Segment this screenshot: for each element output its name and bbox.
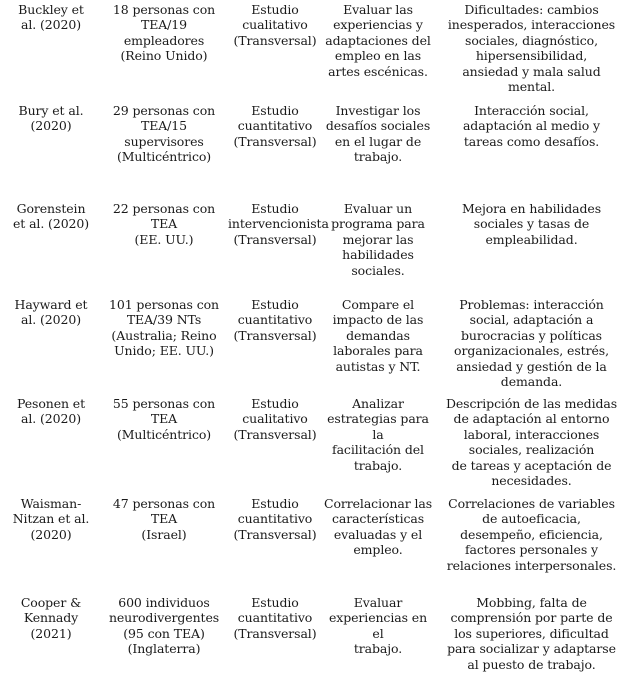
sample-cell: 29 personas con TEA/15 supervisores (Multicéntrico) [112,103,216,165]
sample-cell: 22 personas con TEA (EE. UU.) [112,201,216,247]
design-cell: Estudio cuantitativo (Transversal) [233,103,317,149]
objective-cell: Evaluar experiencias en el trabajo. [328,595,428,657]
sample-cell: 101 personas con TEA/39 NTs (Australia; Reino Unido; EE. UU.) [108,297,219,359]
design-cell: Estudio intervencionista (Transversal) [228,201,329,247]
results-cell: Descripción de las medidas de adaptación al entorno laboral, interacciones sociales, realización de tareas y aceptación de necesidades. [445,396,618,489]
design-cell: Estudio cuantitativo (Transversal) [233,297,317,343]
results-cell: Dificultades: cambios inesperados, interacciones sociales, diagnóstico, hipersensibilidad, ansiedad y mala salud mental. [447,2,616,95]
sample-cell: 55 personas con TEA (Multicéntrico) [112,396,216,442]
design-cell: Estudio cualitativo (Transversal) [233,396,317,442]
results-cell: Mobbing, falta de comprensión por parte de los superiores, dificultad para socializar y adaptarse al puesto de trabajo. [447,595,616,672]
author-cell: Gorenstein et al. (2020) [12,201,90,232]
objective-cell: Analizar estrategias para la facilitación del trabajo. [327,396,429,473]
objective-cell: Investigar los desafíos sociales en el lugar de trabajo. [325,103,431,165]
objective-cell: Evaluar las experiencias y adaptaciones del empleo en las artes escénicas. [325,2,431,79]
results-cell: Interacción social, adaptación al medio y tareas como desafíos. [462,103,601,149]
author-cell: Cooper & Kennady (2021) [20,595,82,641]
sample-cell: 18 personas con TEA/19 empleadores (Reino Unido) [112,2,216,64]
objective-cell: Correlacionar las características evaluadas y el empleo. [323,496,433,558]
author-cell: Waisman- Nitzan et al. (2020) [12,496,90,542]
author-cell: Pesonen et al. (2020) [16,396,86,427]
author-cell: Hayward et al. (2020) [14,297,88,328]
results-cell: Correlaciones de variables de autoeficacia, desempeño, eficiencia, factores personales y relaciones interpersonales. [446,496,617,573]
results-cell: Mejora en habilidades sociales y tasas de empleabilidad. [461,201,602,247]
sample-cell: 600 individuos neurodivergentes (95 con TEA) (Inglaterra) [108,595,220,657]
design-cell: Estudio cuantitativo (Transversal) [233,496,317,542]
design-cell: Estudio cualitativo (Transversal) [233,2,317,48]
results-cell: Problemas: interacción social, adaptación a burocracias y políticas organizacionales, estrés, ansiedad y gestión de la demanda. [454,297,609,390]
author-cell: Buckley et al. (2020) [18,2,84,33]
sample-cell: 47 personas con TEA (Israel) [112,496,216,542]
author-cell: Bury et al. (2020) [18,103,84,134]
objective-cell: Evaluar un programa para mejorar las habilidades sociales. [331,201,425,278]
design-cell: Estudio cuantitativo (Transversal) [233,595,317,641]
objective-cell: Compare el impacto de las demandas laborales para autistas y NT. [332,297,424,374]
